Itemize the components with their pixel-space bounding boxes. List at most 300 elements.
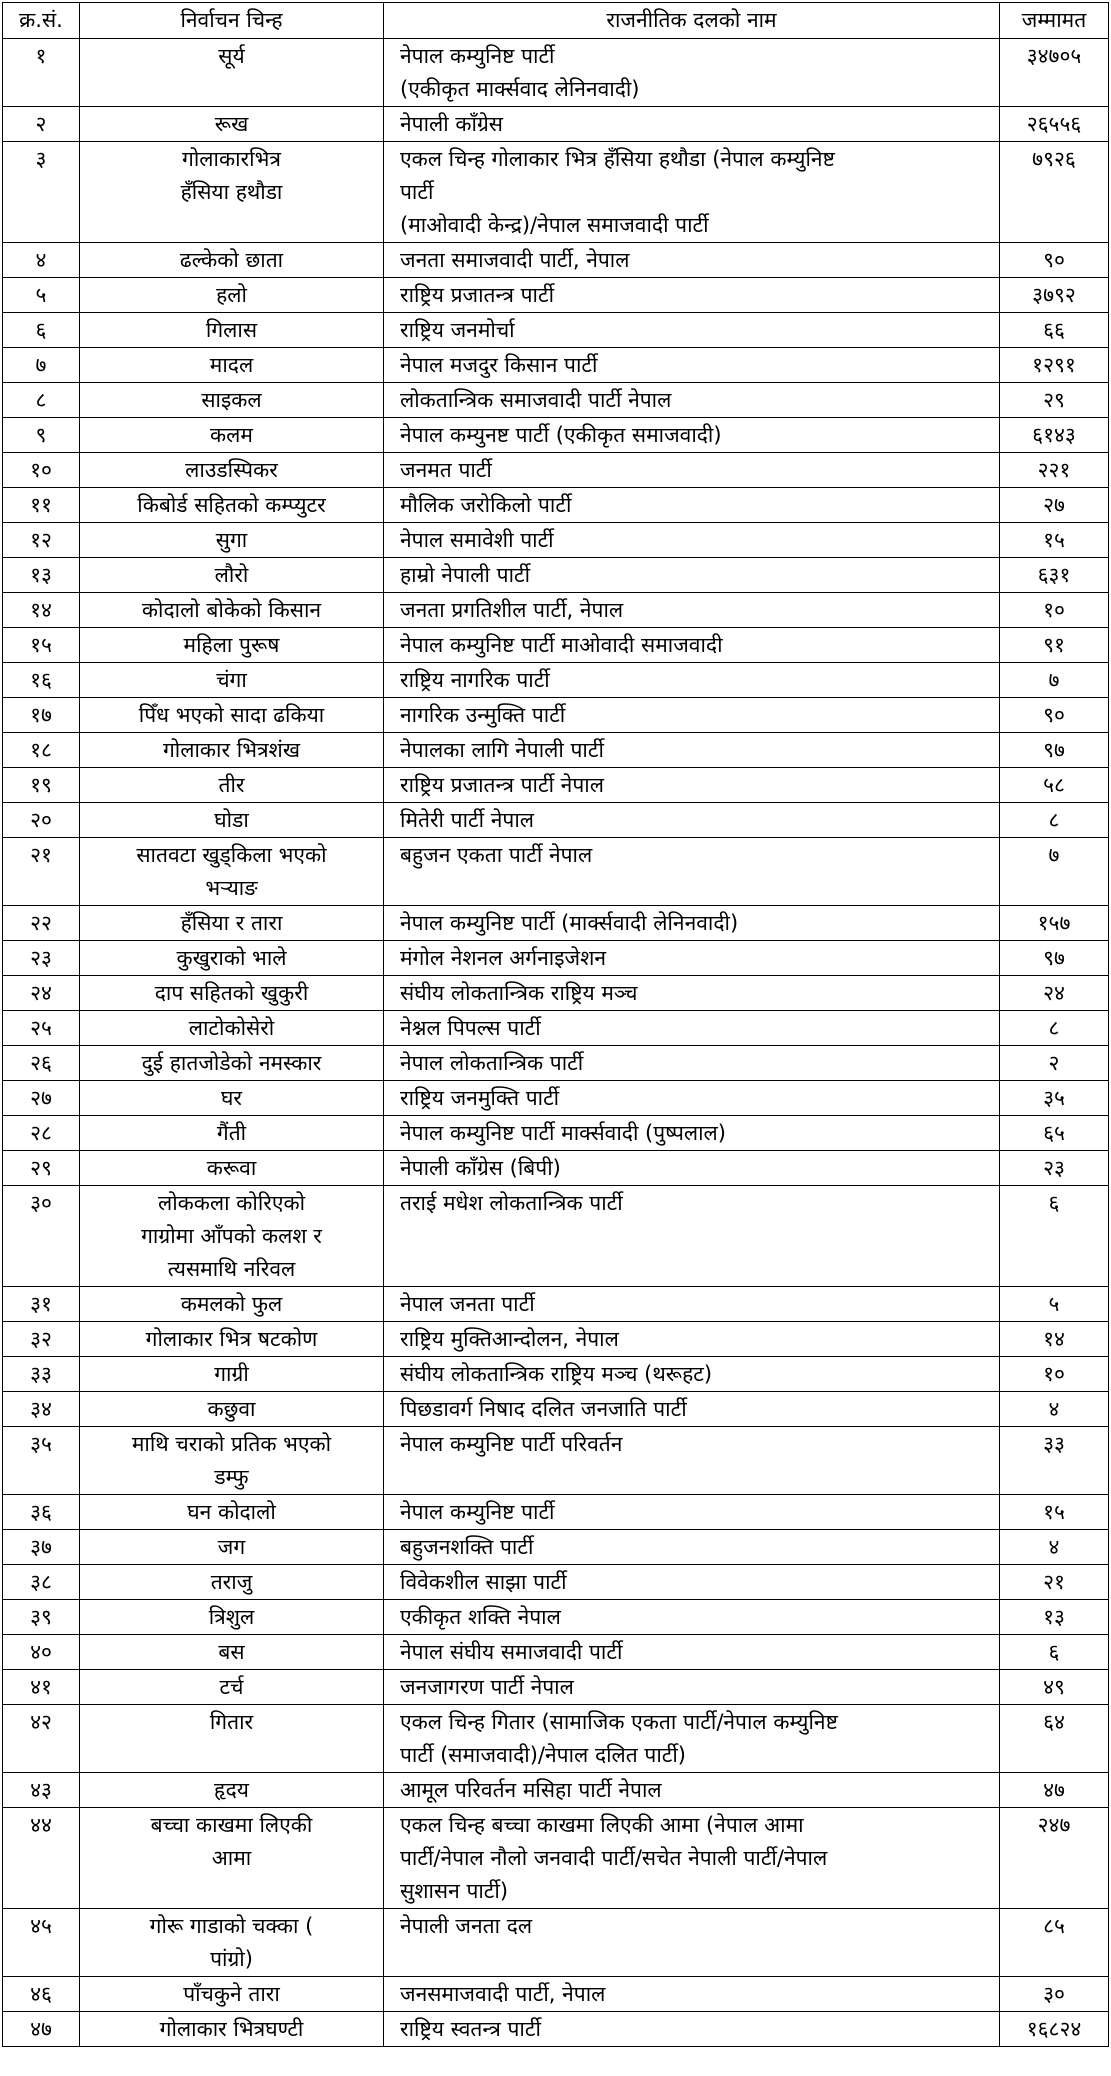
party-name-cell [384, 941, 1000, 976]
symbol-line: सातवटा खुड्किला भएको [136, 843, 327, 867]
party-name-cell [384, 1357, 1000, 1392]
symbol-line: लौरो [214, 563, 249, 587]
serial-number-cell: १५ [3, 628, 80, 663]
symbol-line: महिला पुरूष [183, 633, 280, 657]
serial-number-cell: ९ [3, 418, 80, 453]
election-symbol-cell [80, 1670, 384, 1705]
party-name-line: नेपाल कम्युनिष्ट पार्टी (मार्क्सवादी लेनिनवादी) [400, 911, 739, 935]
total-votes-cell: १० [1000, 1357, 1109, 1392]
table-row [3, 39, 1109, 107]
symbol-line: त्यसमाथि नरिवल [167, 1257, 296, 1281]
party-name-cell [384, 1081, 1000, 1116]
symbol-line: गोलाकार भित्र षटकोण [145, 1327, 318, 1351]
total-votes-cell: ३५ [1000, 1081, 1109, 1116]
party-name-cell [384, 1530, 1000, 1565]
symbol-line: गोलाकार भित्रशंख [162, 738, 301, 762]
election-symbol-cell [80, 663, 384, 698]
election-symbol-cell [80, 976, 384, 1011]
total-votes-cell: ४९ [1000, 1670, 1109, 1705]
election-symbol-cell [80, 1151, 384, 1186]
party-name-cell [384, 1600, 1000, 1635]
symbol-line: पिँध भएको सादा ढकिया [138, 703, 325, 727]
table-row [3, 453, 1109, 488]
serial-number-cell: २६ [3, 1046, 80, 1081]
election-symbol-cell [80, 348, 384, 383]
party-name-line: राष्ट्रिय जनमुक्ति पार्टी [400, 1086, 560, 1110]
election-symbol-cell [80, 1392, 384, 1427]
table-row [3, 1565, 1109, 1600]
symbol-line: दुई हातजोडेको नमस्कार [141, 1051, 322, 1075]
total-votes-cell: १५ [1000, 523, 1109, 558]
party-name-cell [384, 523, 1000, 558]
party-name-line: राष्ट्रिय मुक्तिआन्दोलन, नेपाल [400, 1327, 619, 1351]
election-symbol-cell [80, 1705, 384, 1773]
party-name-cell [384, 1287, 1000, 1322]
election-symbol-cell [80, 558, 384, 593]
party-name-line: सुशासन पार्टी) [400, 1879, 509, 1903]
total-votes-cell: ५ [1000, 1287, 1109, 1322]
party-name-line: संघीय लोकतान्त्रिक राष्ट्रिय मञ्च (थरूहट) [400, 1362, 713, 1386]
election-symbol-cell [80, 1773, 384, 1808]
symbol-line: गिलास [205, 318, 258, 342]
serial-number-cell: १८ [3, 733, 80, 768]
election-symbol-cell [80, 453, 384, 488]
table-row [3, 278, 1109, 313]
serial-number-cell: ४० [3, 1635, 80, 1670]
header-election-symbol: निर्वाचन चिन्ह [80, 3, 384, 39]
party-name-line: नेपाली काँग्रेस [400, 112, 503, 136]
party-name-line: नेपाल कम्युनिष्ट पार्टी [400, 1500, 555, 1524]
symbol-line: त्रिशुल [208, 1605, 255, 1629]
serial-number-cell: ३० [3, 1186, 80, 1287]
election-symbol-cell [80, 1322, 384, 1357]
serial-number-cell: १० [3, 453, 80, 488]
party-name-cell [384, 1495, 1000, 1530]
symbol-line: जग [217, 1535, 246, 1559]
party-name-cell [384, 1773, 1000, 1808]
party-name-line: नेश्नल पिपल्स पार्टी [400, 1016, 541, 1040]
total-votes-cell: ८ [1000, 803, 1109, 838]
party-name-line: संघीय लोकतान्त्रिक राष्ट्रिय मञ्च [400, 981, 638, 1005]
party-name-cell [384, 418, 1000, 453]
symbol-line: हृदय [214, 1778, 249, 1802]
table-row [3, 523, 1109, 558]
table-row [3, 1909, 1109, 1977]
symbol-line: घोडा [214, 808, 249, 832]
party-name-cell [384, 1705, 1000, 1773]
party-name-cell [384, 698, 1000, 733]
party-name-cell [384, 768, 1000, 803]
header-row [3, 3, 1109, 39]
total-votes-cell: २२१ [1000, 453, 1109, 488]
party-name-cell [384, 1151, 1000, 1186]
serial-number-cell: २४ [3, 976, 80, 1011]
serial-number-cell: ३७ [3, 1530, 80, 1565]
total-votes-cell: ७ [1000, 663, 1109, 698]
election-symbol-cell [80, 1357, 384, 1392]
party-name-line: नेपाली काँग्रेस (बिपी) [400, 1156, 561, 1180]
total-votes-cell: ६३१ [1000, 558, 1109, 593]
party-name-line: राष्ट्रिय प्रजातन्त्र पार्टी [400, 283, 555, 307]
party-name-line: पिछडावर्ग निषाद दलित जनजाति पार्टी [400, 1397, 687, 1421]
party-name-cell [384, 348, 1000, 383]
symbol-line: दाप सहितको खुकुरी [154, 981, 309, 1005]
election-symbol-cell [80, 733, 384, 768]
serial-number-cell: १२ [3, 523, 80, 558]
party-name-line: जनता समाजवादी पार्टी, नेपाल [400, 248, 630, 272]
table-row [3, 1186, 1109, 1287]
party-name-line: हाम्रो नेपाली पार्टी [400, 563, 531, 587]
election-symbol-cell [80, 523, 384, 558]
table-row [3, 1392, 1109, 1427]
total-votes-cell: ६६ [1000, 313, 1109, 348]
symbol-line: माथि चराको प्रतिक भएको [131, 1432, 332, 1456]
symbol-line: लाउडस्पिकर [185, 458, 278, 482]
election-symbol-cell [80, 1495, 384, 1530]
party-name-line: जनमत पार्टी [400, 458, 492, 482]
table-row [3, 558, 1109, 593]
table-row [3, 1322, 1109, 1357]
total-votes-cell: ९७ [1000, 941, 1109, 976]
party-name-line: विवेकशील साझा पार्टी [400, 1570, 567, 1594]
symbol-line: टर्च [219, 1675, 244, 1699]
party-name-cell [384, 107, 1000, 142]
symbol-line: भऱ्याङ [205, 876, 258, 900]
party-name-line: मंगोल नेशनल अर्गनाइजेशन [400, 946, 607, 970]
party-name-line: नागरिक उन्मुक्ति पार्टी [400, 703, 566, 727]
table-row [3, 593, 1109, 628]
election-symbol-cell [80, 39, 384, 107]
party-name-cell [384, 733, 1000, 768]
total-votes-cell: २६५५६ [1000, 107, 1109, 142]
party-name-line: जनसमाजवादी पार्टी, नेपाल [400, 1982, 606, 2006]
party-name-line: नेपाल लोकतान्त्रिक पार्टी [400, 1051, 584, 1075]
symbol-line: गाग्री [214, 1362, 249, 1386]
table-row [3, 1427, 1109, 1495]
total-votes-cell: ६१४३ [1000, 418, 1109, 453]
party-name-line: मौलिक जरोकिलो पार्टी [400, 493, 572, 517]
total-votes-cell: २७ [1000, 488, 1109, 523]
serial-number-cell: ३८ [3, 1565, 80, 1600]
party-name-cell [384, 1011, 1000, 1046]
party-name-cell [384, 558, 1000, 593]
party-name-line: नेपाल कम्युनिष्ट पार्टी माओवादी समाजवादी [400, 633, 723, 657]
serial-number-cell: १७ [3, 698, 80, 733]
symbol-line: लोककला कोरिएको [157, 1191, 306, 1215]
election-symbol-cell [80, 243, 384, 278]
party-name-cell [384, 142, 1000, 243]
symbol-line: हँसिया हथौडा [180, 180, 283, 204]
total-votes-cell: २४७ [1000, 1808, 1109, 1909]
party-name-cell [384, 803, 1000, 838]
total-votes-cell: ८५ [1000, 1909, 1109, 1977]
party-name-line: (एकीकृत मार्क्सवाद लेनिनवादी) [400, 77, 640, 101]
party-name-cell [384, 278, 1000, 313]
election-symbol-cell [80, 1600, 384, 1635]
symbol-line: गोरू गाडाको चक्का ( [149, 1914, 314, 1938]
symbol-line: गोलाकार भित्रघण्टी [159, 2017, 304, 2041]
header-party-name: राजनीतिक दलको नाम [384, 3, 1000, 39]
party-name-cell [384, 838, 1000, 906]
party-name-cell [384, 1186, 1000, 1287]
symbol-line: ढल्केको छाता [179, 248, 284, 272]
election-symbol-cell [80, 1635, 384, 1670]
table-row [3, 1670, 1109, 1705]
party-name-cell [384, 976, 1000, 1011]
party-name-line: नेपाल जनता पार्टी [400, 1292, 535, 1316]
serial-number-cell: ३२ [3, 1322, 80, 1357]
party-name-cell [384, 1635, 1000, 1670]
total-votes-cell: ३३ [1000, 1427, 1109, 1495]
party-name-cell [384, 243, 1000, 278]
party-name-cell [384, 1046, 1000, 1081]
symbol-line: घन कोदालो [187, 1500, 276, 1524]
table-row [3, 1600, 1109, 1635]
total-votes-cell: १५ [1000, 1495, 1109, 1530]
table-row [3, 1011, 1109, 1046]
election-symbol-cell [80, 1808, 384, 1909]
serial-number-cell: ४५ [3, 1909, 80, 1977]
symbol-line: गोलाकारभित्र [182, 147, 281, 171]
serial-number-cell: ३ [3, 142, 80, 243]
serial-number-cell: २३ [3, 941, 80, 976]
symbol-line: करूवा [206, 1156, 257, 1180]
party-name-line: बहुजन एकता पार्टी नेपाल [400, 843, 593, 867]
serial-number-cell: २२ [3, 906, 80, 941]
symbol-line: किबोर्ड सहितको कम्प्युटर [137, 493, 326, 517]
total-votes-cell: २३ [1000, 1151, 1109, 1186]
table-row [3, 313, 1109, 348]
election-symbol-cell [80, 107, 384, 142]
party-name-cell [384, 313, 1000, 348]
table-row [3, 107, 1109, 142]
party-name-cell [384, 593, 1000, 628]
symbol-line: गैंती [216, 1121, 247, 1145]
serial-number-cell: २० [3, 803, 80, 838]
party-name-cell [384, 906, 1000, 941]
election-symbol-cell [80, 1186, 384, 1287]
party-name-cell [384, 1392, 1000, 1427]
symbol-line: चंगा [216, 668, 247, 692]
symbol-line: कलम [210, 423, 253, 447]
election-symbol-cell [80, 418, 384, 453]
serial-number-cell: ३३ [3, 1357, 80, 1392]
table-row [3, 2012, 1109, 2047]
total-votes-cell: ३४७०५ [1000, 39, 1109, 107]
total-votes-cell: ९० [1000, 243, 1109, 278]
table-row [3, 838, 1109, 906]
total-votes-cell: ७९२६ [1000, 142, 1109, 243]
party-name-cell [384, 1977, 1000, 2012]
total-votes-cell: ३७९२ [1000, 278, 1109, 313]
total-votes-cell: १४ [1000, 1322, 1109, 1357]
table-row [3, 383, 1109, 418]
party-name-line: आमूल परिवर्तन मसिहा पार्टी नेपाल [400, 1778, 662, 1802]
serial-number-cell: ६ [3, 313, 80, 348]
total-votes-cell: ५८ [1000, 768, 1109, 803]
party-name-line: मितेरी पार्टी नेपाल [400, 808, 534, 832]
party-name-cell [384, 383, 1000, 418]
total-votes-cell: ६४ [1000, 1705, 1109, 1773]
symbol-line: बस [218, 1640, 245, 1664]
election-symbol-cell [80, 2012, 384, 2047]
total-votes-cell: ६ [1000, 1186, 1109, 1287]
table-row [3, 768, 1109, 803]
party-name-line: एकीकृत शक्ति नेपाल [400, 1605, 561, 1629]
party-name-line: एकल चिन्ह गोलाकार भित्र हँसिया हथौडा (नेपाल कम्युनिष्ट [400, 147, 835, 171]
table-row [3, 941, 1109, 976]
total-votes-cell: ९७ [1000, 733, 1109, 768]
election-symbol-cell [80, 1287, 384, 1322]
table-row [3, 1357, 1109, 1392]
party-name-cell [384, 453, 1000, 488]
party-name-line: नेपाल समावेशी पार्टी [400, 528, 554, 552]
party-name-line: राष्ट्रिय प्रजातन्त्र पार्टी नेपाल [400, 773, 604, 797]
party-name-cell [384, 1116, 1000, 1151]
election-symbol-cell [80, 383, 384, 418]
party-name-line: नेपाल कम्युनष्ट पार्टी (एकीकृत समाजवादी) [400, 423, 722, 447]
symbol-line: मादल [209, 353, 254, 377]
serial-number-cell: ४६ [3, 1977, 80, 2012]
symbol-line: हलो [216, 283, 247, 307]
total-votes-cell: ६ [1000, 1635, 1109, 1670]
total-votes-cell: ४ [1000, 1530, 1109, 1565]
symbol-line: कछुवा [207, 1397, 256, 1421]
party-name-line: राष्ट्रिय नागरिक पार्टी [400, 668, 550, 692]
table-body [3, 39, 1109, 2047]
total-votes-cell: ९१ [1000, 628, 1109, 663]
party-name-cell [384, 1909, 1000, 1977]
total-votes-cell: ८ [1000, 1011, 1109, 1046]
party-name-cell [384, 628, 1000, 663]
table-row [3, 906, 1109, 941]
election-symbol-cell [80, 698, 384, 733]
symbol-line: कुखुराको भाले [176, 946, 287, 970]
table-row [3, 698, 1109, 733]
election-symbol-cell [80, 768, 384, 803]
total-votes-cell: २४ [1000, 976, 1109, 1011]
party-name-line: एकल चिन्ह बच्चा काखमा लिएकी आमा (नेपाल आमा [400, 1813, 804, 1837]
party-name-line: पार्टी/नेपाल नौलो जनवादी पार्टी/सचेत नेपाली पार्टी/नेपाल [400, 1846, 828, 1870]
symbol-line: आमा [211, 1846, 252, 1870]
symbol-line: कमलको फुल [180, 1292, 283, 1316]
serial-number-cell: २ [3, 107, 80, 142]
serial-number-cell: ४१ [3, 1670, 80, 1705]
symbol-line: सूर्य [218, 44, 245, 68]
serial-number-cell: ४७ [3, 2012, 80, 2047]
election-symbol-cell [80, 1081, 384, 1116]
party-name-line: राष्ट्रिय स्वतन्त्र पार्टी [400, 2017, 541, 2041]
table-row [3, 488, 1109, 523]
symbol-line: पाँचकुने तारा [183, 1982, 280, 2006]
serial-number-cell: ७ [3, 348, 80, 383]
serial-number-cell: २७ [3, 1081, 80, 1116]
total-votes-cell: १३ [1000, 1600, 1109, 1635]
table-row [3, 418, 1109, 453]
table-row [3, 243, 1109, 278]
party-name-line: नेपाल संघीय समाजवादी पार्टी [400, 1640, 623, 1664]
symbol-line: लाटोकोसेरो [188, 1016, 275, 1040]
total-votes-cell: २ [1000, 1046, 1109, 1081]
symbol-line: साइकल [201, 388, 262, 412]
election-symbol-cell [80, 142, 384, 243]
total-votes-cell: ९० [1000, 698, 1109, 733]
serial-number-cell: ४३ [3, 1773, 80, 1808]
total-votes-cell: ३० [1000, 1977, 1109, 2012]
election-symbol-cell [80, 941, 384, 976]
party-name-line: जनता प्रगतिशील पार्टी, नेपाल [400, 598, 624, 622]
table-row [3, 1705, 1109, 1773]
election-symbol-cell [80, 278, 384, 313]
party-name-line: बहुजनशक्ति पार्टी [400, 1535, 534, 1559]
party-name-cell [384, 39, 1000, 107]
table-row [3, 1287, 1109, 1322]
total-votes-cell: ६५ [1000, 1116, 1109, 1151]
serial-number-cell: ३५ [3, 1427, 80, 1495]
table-row [3, 1977, 1109, 2012]
party-name-line: नेपाल कम्युनिष्ट पार्टी [400, 44, 555, 68]
party-name-line: नेपाल मजदुर किसान पार्टी [400, 353, 598, 377]
table-row [3, 1808, 1109, 1909]
party-name-line: राष्ट्रिय जनमोर्चा [400, 318, 515, 342]
table-row [3, 1635, 1109, 1670]
symbol-line: गाग्रोमा आँपको कलश र [141, 1224, 322, 1248]
party-name-cell [384, 663, 1000, 698]
table-row [3, 142, 1109, 243]
table-row [3, 803, 1109, 838]
party-name-line: जनजागरण पार्टी नेपाल [400, 1675, 574, 1699]
total-votes-cell: २९ [1000, 383, 1109, 418]
symbol-line: घर [221, 1086, 242, 1110]
symbol-line: डम्फु [214, 1465, 249, 1489]
symbol-line: रूख [214, 112, 249, 136]
election-symbol-cell [80, 1046, 384, 1081]
election-symbol-cell [80, 1977, 384, 2012]
party-name-line: नेपालका लागि नेपाली पार्टी [400, 738, 604, 762]
serial-number-cell: ४ [3, 243, 80, 278]
party-name-line: नेपाली जनता दल [400, 1914, 533, 1938]
table-row [3, 663, 1109, 698]
election-symbol-cell [80, 1565, 384, 1600]
symbol-line: बच्चा काखमा लिएकी [150, 1813, 313, 1837]
table-row [3, 348, 1109, 383]
table-row [3, 1151, 1109, 1186]
serial-number-cell: २१ [3, 838, 80, 906]
election-symbol-cell [80, 1011, 384, 1046]
total-votes-cell: ७ [1000, 838, 1109, 906]
party-name-line: तराई मधेश लोकतान्त्रिक पार्टी [400, 1191, 623, 1215]
party-name-line: (माओवादी केन्द्र)/नेपाल समाजवादी पार्टी [400, 213, 709, 237]
party-name-line: नेपाल कम्युनिष्ट पार्टी मार्क्सवादी (पुष्पलाल) [400, 1121, 726, 1145]
serial-number-cell: २५ [3, 1011, 80, 1046]
election-symbol-cell [80, 1530, 384, 1565]
serial-number-cell: ३१ [3, 1287, 80, 1322]
party-name-line: एकल चिन्ह गितार (सामाजिक एकता पार्टी/नेपाल कम्युनिष्ट [400, 1710, 838, 1734]
party-name-cell [384, 1427, 1000, 1495]
party-name-cell [384, 1808, 1000, 1909]
election-symbol-cell [80, 1909, 384, 1977]
serial-number-cell: ४२ [3, 1705, 80, 1773]
election-symbol-cell [80, 906, 384, 941]
party-name-cell [384, 488, 1000, 523]
election-results-table [2, 2, 1109, 2047]
table-row [3, 1530, 1109, 1565]
serial-number-cell: ११ [3, 488, 80, 523]
party-name-cell [384, 1565, 1000, 1600]
election-symbol-cell [80, 488, 384, 523]
symbol-line: हँसिया र तारा [180, 911, 283, 935]
total-votes-cell: १२९१ [1000, 348, 1109, 383]
